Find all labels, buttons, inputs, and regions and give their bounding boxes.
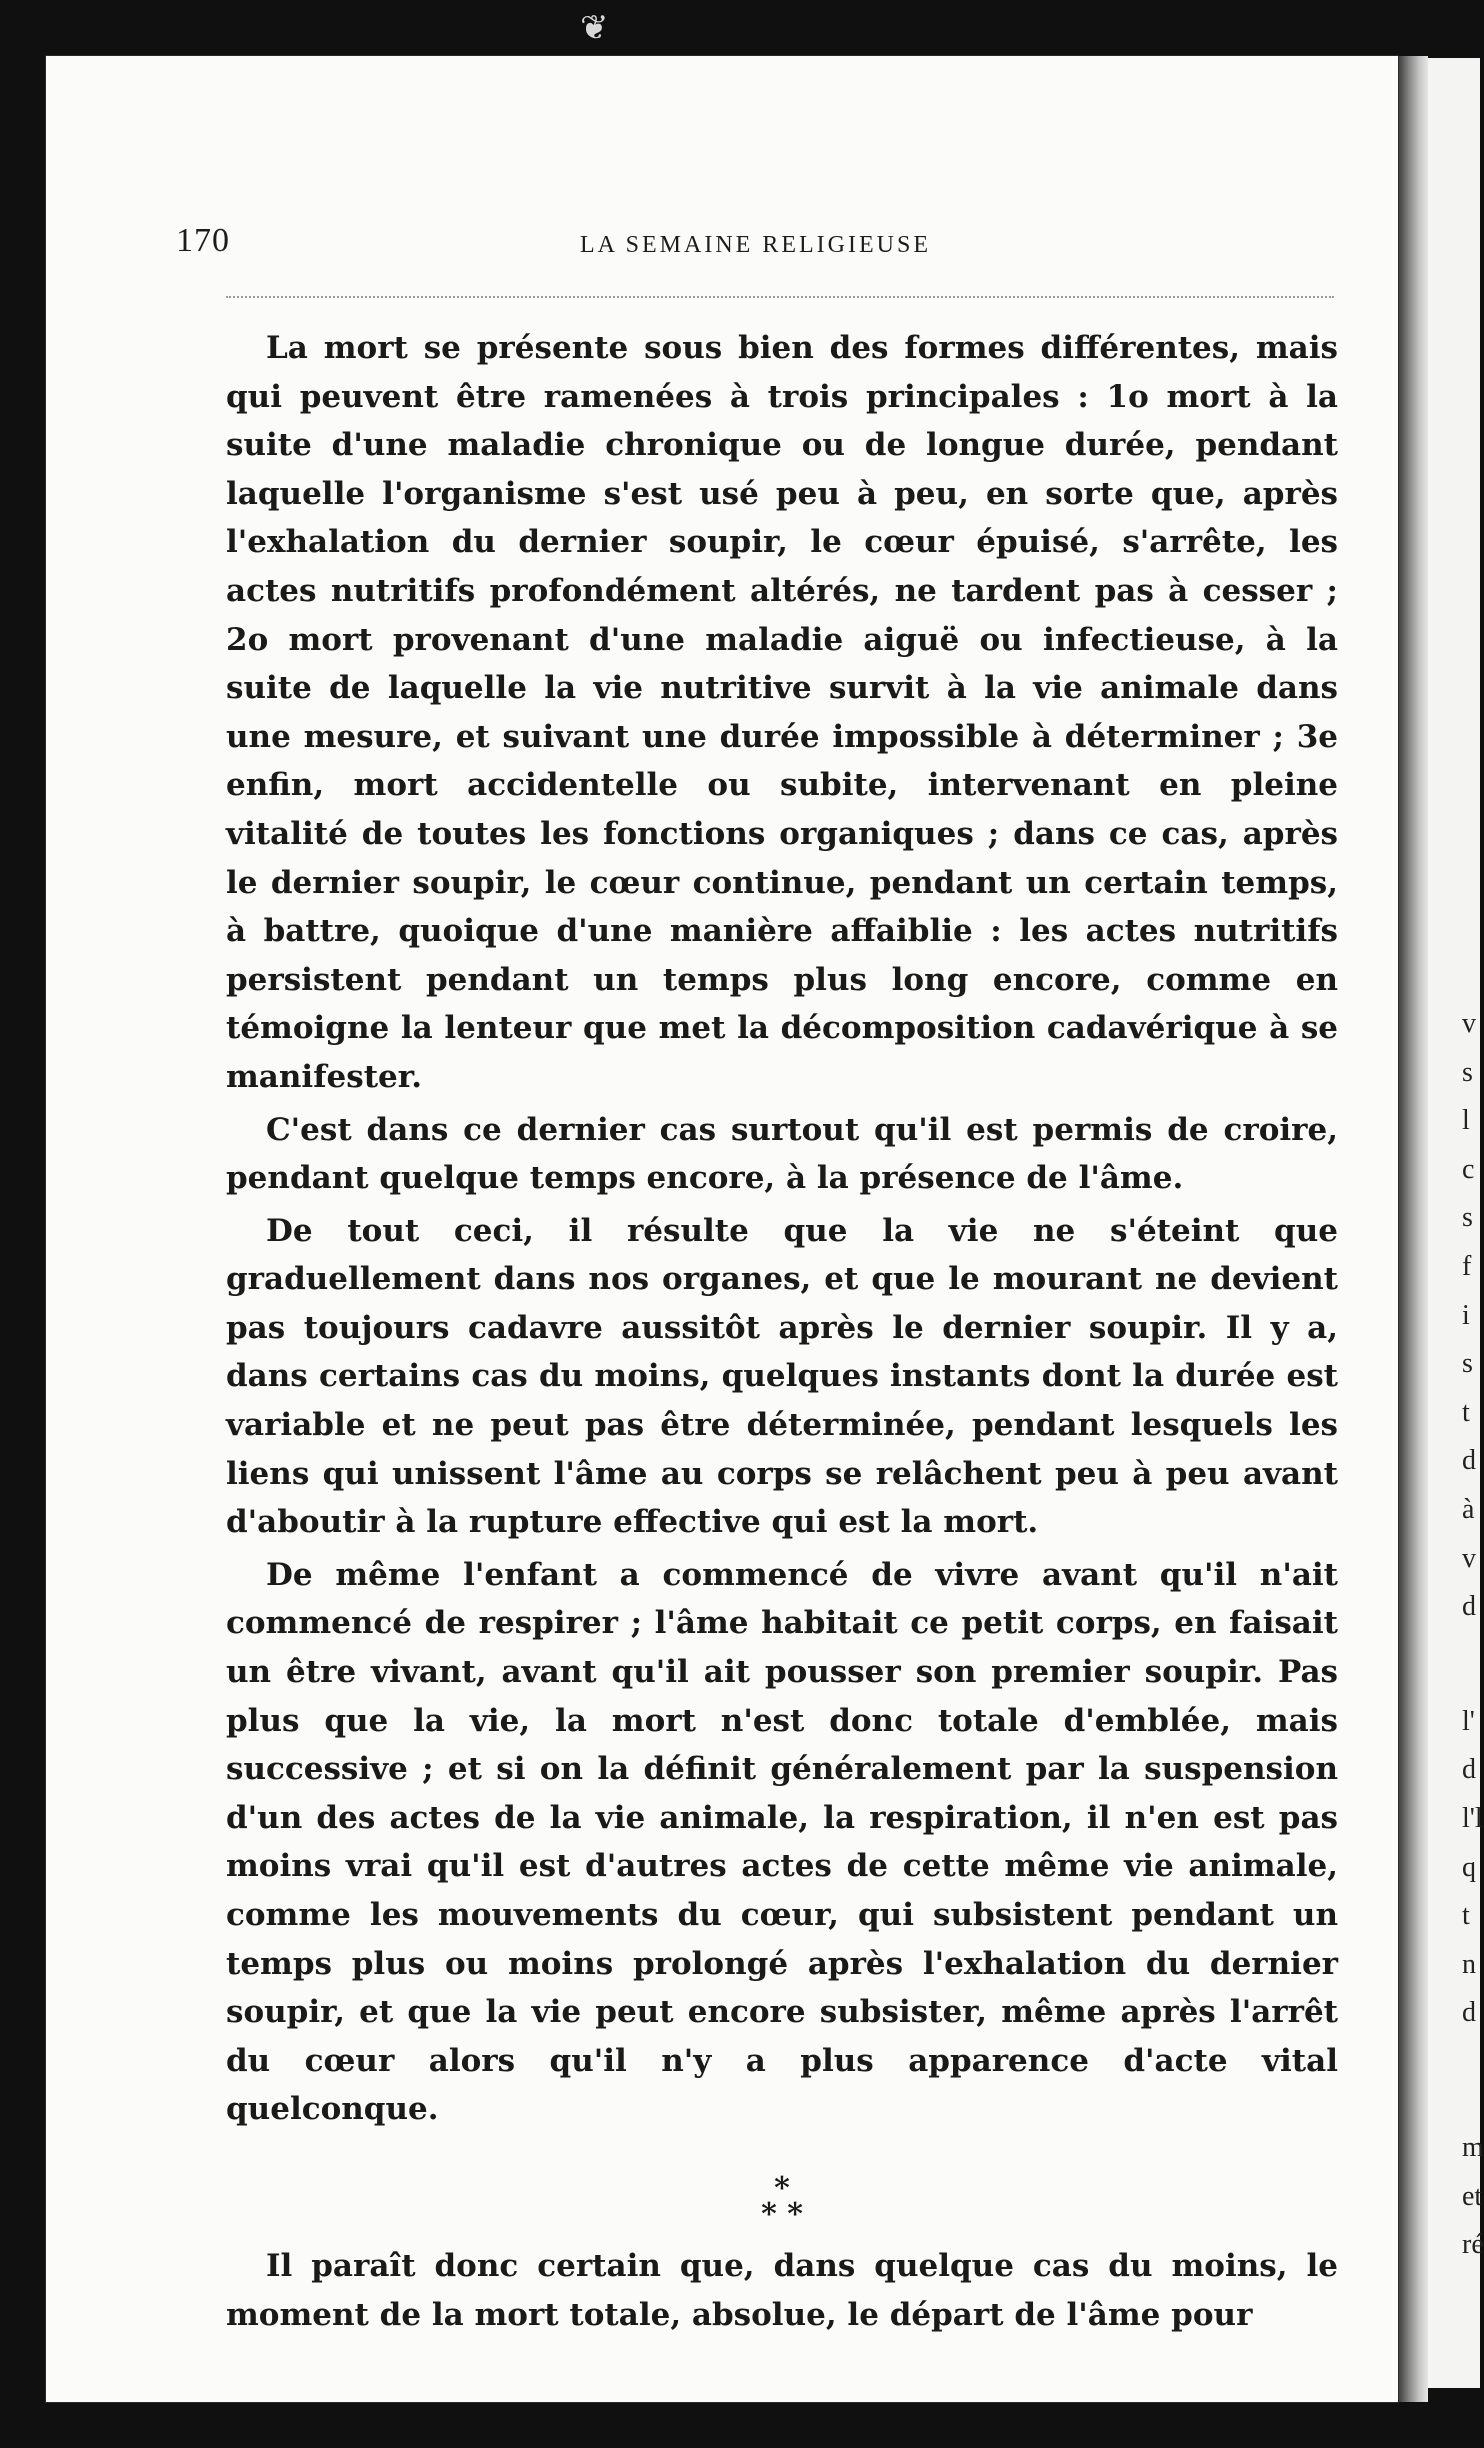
next-page-letter: s <box>1462 1056 1473 1088</box>
header-rule <box>226 296 1334 298</box>
separator-bottom-stars: * * <box>761 2196 803 2232</box>
page-number: 170 <box>176 222 230 259</box>
next-page-letter: ré <box>1462 2229 1484 2261</box>
body-text <box>226 324 1338 2339</box>
next-page-letters <box>1462 0 1482 2448</box>
section-separator <box>226 2170 1338 2232</box>
next-page-letter: f <box>1462 1251 1472 1282</box>
next-page-letter: l'l <box>1462 1803 1483 1834</box>
next-page-letter: m <box>1462 2132 1484 2163</box>
next-page-letter: t <box>1462 1396 1470 1428</box>
next-page-letter: d <box>1462 1997 1476 2029</box>
next-page-letter: t <box>1462 1900 1470 1932</box>
next-page-letter: l <box>1462 1105 1470 1137</box>
next-page-letter: s <box>1462 1348 1473 1380</box>
separator-top-star: * <box>774 2170 790 2206</box>
next-page-letter: et <box>1462 2180 1483 2212</box>
scan-artifact-mark: ❦ <box>580 8 609 48</box>
next-page-letter: n <box>1462 1948 1476 1980</box>
book-spine-shadow <box>1398 56 1428 2402</box>
next-page-letter: q <box>1462 1851 1476 1883</box>
next-page-letter: c <box>1462 1153 1475 1185</box>
paragraph: C'est dans ce dernier cas surtout qu'il est permis de croire, pendant quelque temps encore, à la présence de l'âme. <box>226 1111 1338 1197</box>
next-page-letter: s <box>1462 1202 1473 1234</box>
next-page-letter: à <box>1462 1494 1475 1525</box>
next-page-letter: l' <box>1462 1705 1475 1737</box>
paragraph: De même l'enfant a commencé de vivre avant qu'il n'ait commencé de respirer ; l'âme habitait ce petit corps, en faisait un être vivant, avant qu'il ait pousser son premier soupir. Pas plus que la vie, la mort n'est donc totale d'emblée, mais successive ; et si on la définit généralement par la suspension d'un des actes de la vie animale, la respiration, il n'en est pas moins vrai qu'il est d'autres actes de cette même vie animale, comme les mouvements du cœur, qui subsistent pendant un temps plus ou moins prolongé après l'exhalation du dernier soupir, et que la vie peut encore subsister, même après l'arrêt du cœur alors qu'il n'y a plus apparence d'acte vital quelconque. <box>226 1556 1338 2128</box>
next-page-letter: d <box>1462 1445 1476 1477</box>
closing-paragraph: Il paraît donc certain que, dans quelque cas du moins, le moment de la mort totale, absolue, le départ de l'âme pour <box>226 2247 1338 2333</box>
paragraph: La mort se présente sous bien des formes différentes, mais qui peuvent être ramenées à trois principales : 1o mort à la suite d'une maladie chronique ou de longue durée, pendant laquelle l'organisme s'est usé peu à peu, en sorte que, après l'exhalation du dernier soupir, le cœur épuisé, s'arrête, les actes nutritifs profondément altérés, ne tardent pas à cesser ; 2o mort provenant d'une maladie aiguë ou infectieuse, à la suite de laquelle la vie nutritive survit à la vie animale dans une mesure, et suivant une durée impossible à déterminer ; 3e enfin, mort accidentelle ou subite, intervenant en pleine vitalité de toutes les fonctions organiques ; dans ce cas, après le dernier soupir, le cœur continue, pendant un certain temps, à battre, quoique d'une manière affaiblie : les actes nutritifs persistent pendant un temps plus long encore, comme en témoigne la lenteur que met la décomposition cadavérique à se manifester. <box>226 330 1338 1095</box>
running-head: LA SEMAINE RELIGIEUSE <box>580 232 931 258</box>
next-page-letter: v <box>1462 1008 1476 1039</box>
next-page-letter: d <box>1462 1754 1476 1786</box>
next-page-letter: i <box>1462 1299 1470 1331</box>
next-page-letter: v <box>1462 1542 1476 1574</box>
next-page-letter: d <box>1462 1591 1476 1623</box>
paragraph: De tout ceci, il résulte que la vie ne s'éteint que graduellement dans nos organes, et que le mourant ne devient pas toujours cadavre aussitôt après le dernier soupir. Il y a, dans certains cas du moins, quelques instants dont la durée est variable et ne peut pas être déterminée, pendant lesquels les liens qui unissent l'âme au corps se relâchent peu à peu avant d'aboutir à la rupture effective qui est la mort. <box>226 1212 1338 1541</box>
